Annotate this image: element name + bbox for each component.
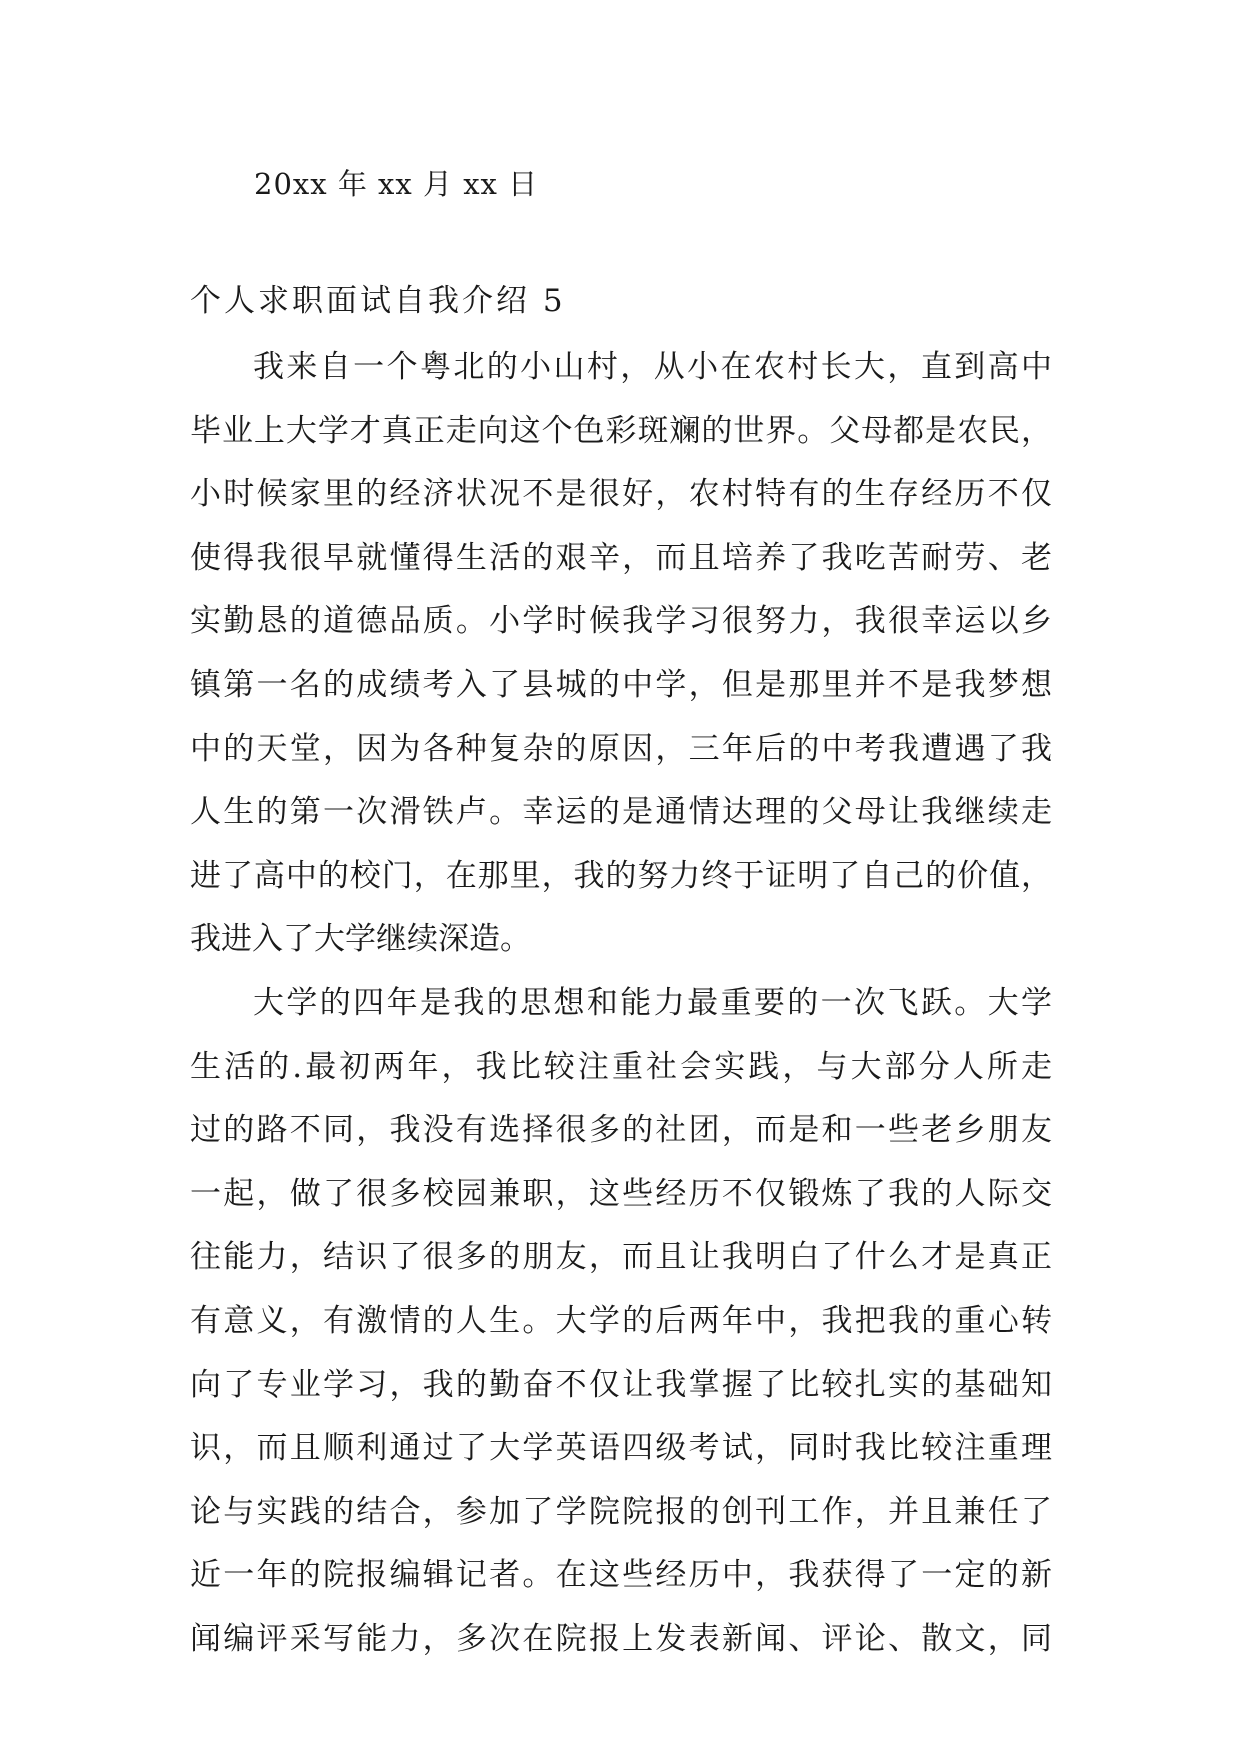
paragraph-line: 使得我很早就懂得生活的艰辛，而且培养了我吃苦耐劳、老 bbox=[190, 539, 1052, 576]
paragraph-line: 中的天堂，因为各种复杂的原因，三年后的中考我遭遇了我 bbox=[190, 730, 1052, 767]
paragraph-line: 一起，做了很多校园兼职，这些经历不仅锻炼了我的人际交 bbox=[190, 1175, 1052, 1212]
paragraph-line: 向了专业学习，我的勤奋不仅让我掌握了比较扎实的基础知 bbox=[190, 1366, 1052, 1403]
paragraph-line: 过的路不同，我没有选择很多的社团，而是和一些老乡朋友 bbox=[190, 1112, 1052, 1149]
section-title: 个人求职面试自我介绍 5 bbox=[190, 283, 566, 319]
date-line: 20xx 年 xx 月 xx 日 bbox=[254, 167, 539, 201]
paragraph-line: 生活的.最初两年，我比较注重社会实践，与大部分人所走 bbox=[190, 1048, 1052, 1085]
paragraph-line: 镇第一名的成绩考入了县城的中学，但是那里并不是我梦想 bbox=[190, 666, 1052, 703]
paragraph-line: 人生的第一次滑铁卢。幸运的是通情达理的父母让我继续走 bbox=[190, 794, 1052, 831]
paragraph-line: 闻编评采写能力，多次在院报上发表新闻、评论、散文，同 bbox=[190, 1620, 1052, 1657]
paragraph-line: 大学的四年是我的思想和能力最重要的一次飞跃。大学 bbox=[253, 984, 1052, 1021]
paragraph-line: 进了高中的校门，在那里，我的努力终于证明了自己的价值， bbox=[190, 857, 1052, 894]
paragraph-line: 有意义，有激情的人生。大学的后两年中，我把我的重心转 bbox=[190, 1302, 1052, 1339]
paragraph-line: 往能力，结识了很多的朋友，而且让我明白了什么才是真正 bbox=[190, 1239, 1052, 1276]
paragraph-line: 近一年的院报编辑记者。在这些经历中，我获得了一定的新 bbox=[190, 1557, 1052, 1594]
paragraph-line: 小时候家里的经济状况不是很好，农村特有的生存经历不仅 bbox=[190, 476, 1052, 513]
body-text bbox=[190, 336, 1052, 1671]
paragraph-line: 识，而且顺利通过了大学英语四级考试，同时我比较注重理 bbox=[190, 1430, 1052, 1467]
paragraph-line: 我进入了大学继续深造。 bbox=[190, 921, 531, 958]
paragraph-line: 论与实践的结合，参加了学院院报的创刊工作，并且兼任了 bbox=[190, 1493, 1052, 1530]
paragraph-line: 实勤恳的道德品质。小学时候我学习很努力，我很幸运以乡 bbox=[190, 603, 1052, 640]
paragraph-line: 我来自一个粤北的小山村，从小在农村长大，直到高中 bbox=[253, 349, 1052, 385]
paragraph-line: 毕业上大学才真正走向这个色彩斑斓的世界。父母都是农民， bbox=[190, 412, 1052, 449]
